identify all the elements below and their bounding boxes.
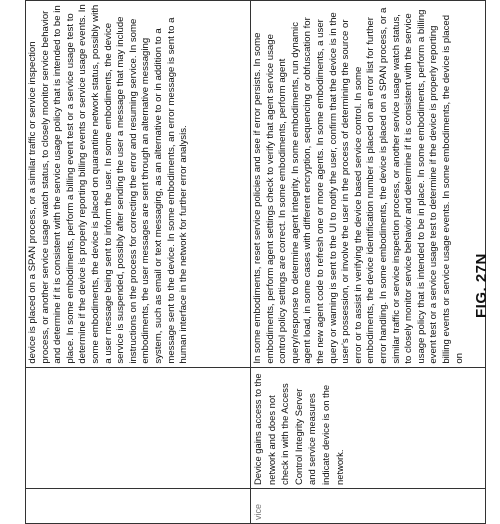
patent-table (25, 0, 486, 524)
action-cell (26, 1, 251, 368)
figure-label: FIG. 27N (473, 253, 490, 318)
trigger-cell (251, 367, 486, 488)
trigger-text: Device gains access to the network and does not check in with the Access Control Integrity Server and service measures indicate device is on the network. (252, 373, 345, 485)
action-text: In some embodiments, reset service policies and see if error persists. In some embodiments, perform agent settings check to verify that agent service usage control policy settings are correct. In some embodiments, perform agent query/response to determine agent integrity. In some embodiments, run dynamic agent load, in some cases with different encryption, sequencing or obfuscation for the new agent code to refresh one or more agents. In some embodiments, a user query or warning is sent to the UI to notify the user, confirm that the device is in the user's possession, or involve the user in the process of determining the source or error or to assist in verifying the device based service control. In some embodiments, the device identification number is placed on an error list for further error handling. In some embodiments, the device is placed on a SPAN process, or a similar traffic or service inspection process, or another service usage watch status, to closely monitor service behavior and determine if it is consistent with the service usage policy that is intended to be in place. In some embodiments, perform a billing event test or a service usage test to determine if the device is properly reporting billing events or service usage events. In some embodiments, the device is placed on (252, 7, 465, 364)
event-cell (251, 488, 486, 523)
event-text: vice (253, 503, 263, 520)
action-text: device is placed on a SPAN process, or a similar traffic or service inspection process, or another service usage watch status, to closely monitor service behavior and determine if it is consistent with the service usage policy that is intended to be in place. In some embodiments, perform a billing event test or a service usage test to determine if the device is properly reporting billing events or service usage events. In some embodiments, the device is placed on quarantine network status, possibly with a user message being sent to inform the user. In some embodiments, the device service is suspended, possibly after sending the user a message that may include instructions on the process for correcting the error and resuming service. In some embodiments, the user messages are sent through an alternative messaging system, such as email or text messaging, as an alternative to or in addition to a message sent to the device. In some embodiments, an error message is sent to a human interface in the network for further error analysis. (27, 4, 190, 364)
event-cell (26, 488, 251, 523)
trigger-cell (26, 367, 251, 488)
table-row (26, 1, 251, 524)
table-row (251, 1, 486, 524)
action-cell (251, 1, 486, 368)
